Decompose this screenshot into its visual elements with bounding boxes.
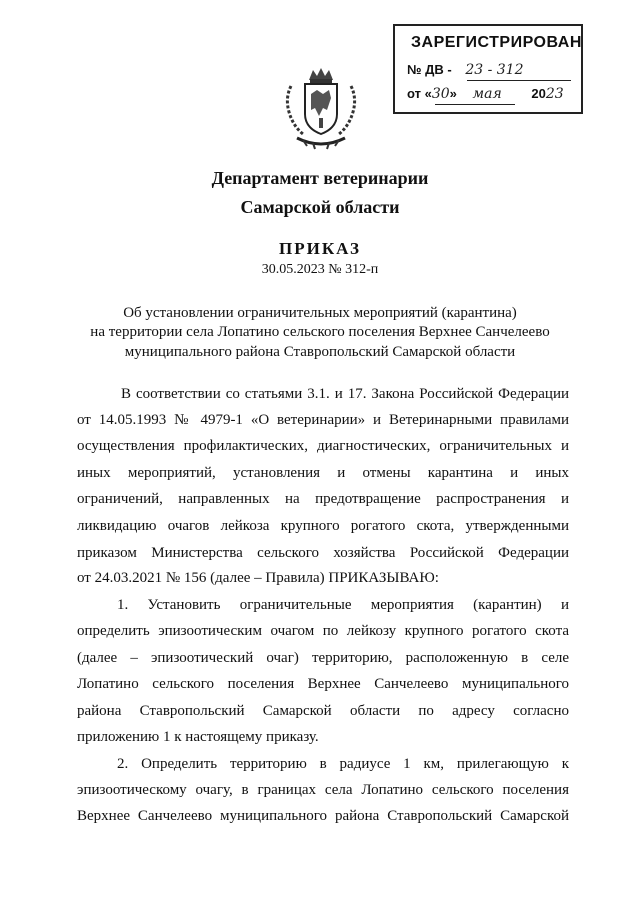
order-date-number: 30.05.2023 № 312-п [261,262,379,277]
body-line-16: эпизоотическому очагу, в границах села Лопатино сельского поселения [77,782,569,798]
subject-line-1: Об установлении ограничительных мероприятий (карантина) [123,305,517,321]
body-line-14: приложению 1 к настоящему приказу. [77,729,319,745]
body-line-9: 1. Установить ограничительные мероприятия (карантин) и [117,597,569,613]
subject-line-2: на территории села Лопатино сельского поселения Верхнее Санчелеево [90,324,550,340]
body-line-10: определить эпизоотическим очагом по лейкозу крупного рогатого скота [77,623,569,639]
stamp-date-label: от « [407,86,432,101]
stamp-number-label: № ДВ - [407,62,452,77]
stamp-number-value: 23 - 312 [465,62,524,78]
body-line-8: от 24.03.2021 № 156 (далее – Правила) ПРИКАЗЫВАЮ: [77,570,439,586]
coat-of-arms-emblem [283,64,359,150]
body-line-13: района Ставропольский Самарской области по адресу согласно [77,703,569,719]
registration-stamp [393,24,583,114]
stamp-date-day: 30 [431,86,450,102]
body-line-7: приказом Министерства сельского хозяйства Российской Федерации [77,545,569,561]
body-line-6: ликвидацию очагов лейкоза крупного рогатого скота, утвержденными [77,518,569,534]
stamp-date-row [407,86,564,102]
stamp-date-underline [435,104,515,105]
stamp-title: ЗАРЕГИСТРИРОВАН [411,34,582,51]
org-name-line1: Департамент ветеринарии [211,168,429,188]
subject-line-3: муниципального района Ставропольский Самарской области [124,344,516,360]
body-line-2: от 14.05.1993 № 4979-1 «О ветеринарии» и Ветеринарными правилами [77,412,569,428]
stamp-date-month: мая [472,86,502,102]
body-line-15: 2. Определить территорию в радиусе 1 км, прилегающую к [117,756,569,772]
stamp-year-prefix: 20 [531,86,546,101]
stamp-number-row [407,62,524,78]
body-line-5: ограничений, направленных на предотвращение распространения и [77,491,569,507]
stamp-number-underline [467,80,571,81]
body-line-11: (далее – эпизоотический очаг) территорию, расположенную в селе [77,650,569,666]
body-line-4: иных мероприятий, установления и отмены карантина и иных [77,465,569,481]
body-line-17: Верхнее Санчелеево муниципального района Ставропольский Самарской [77,808,569,824]
body-line-1: В соответствии со статьями 3.1. и 17. Закона Российской Федерации [121,386,569,402]
stamp-year-suffix: 23 [545,86,564,102]
body-line-3: осуществления профилактических, диагностических, ограничительных и [77,438,569,454]
order-title: ПРИКАЗ [279,239,361,258]
org-name-line2: Самарской области [240,197,400,217]
body-line-12: Лопатино сельского поселения Верхнее Санчелеево муниципального [77,676,569,692]
stamp-date-close: » [449,86,457,101]
